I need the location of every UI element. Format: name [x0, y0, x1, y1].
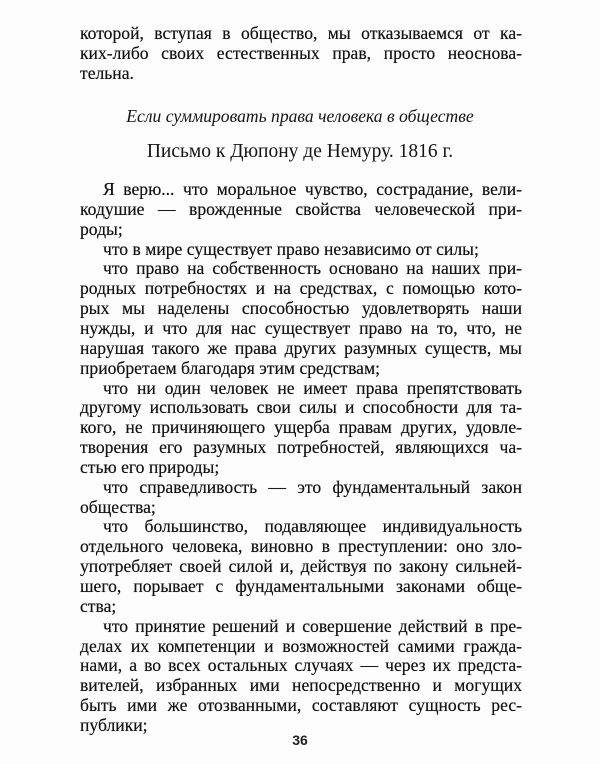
body-line: приобретаем благодаря этим средствам;	[80, 357, 380, 378]
body-line: творения его разумных потребностей, являющихся ча-	[80, 437, 522, 458]
body-line: что в мире существует право независимо от силы;	[103, 238, 479, 259]
body-line: кого, не причиняющего ущерба правам других, удовле-	[80, 417, 522, 438]
body-line: общества;	[80, 496, 156, 517]
body-line: нами, а во всех остальных случаях — через их предста-	[80, 655, 522, 676]
body-line: что большинство, подавляющее индивидуальность	[103, 516, 522, 537]
body-line: рых мы наделены способностью удовлетворять наши	[80, 298, 522, 319]
body-line: кодушие — врожденные свойства человеческой при-	[80, 198, 522, 219]
body-line: отдельного человека, виновно в преступлении: оно зло-	[80, 536, 522, 557]
body-line: нарушая такого же права других разумных существ, мы	[80, 337, 522, 358]
body-line: быть ими же отозванными, составляют сущность рес-	[80, 695, 522, 716]
body-line: что справедливость — это фундаментальный закон	[103, 476, 522, 497]
intro-line: ких-либо своих естественных прав, просто неоснова-	[80, 43, 522, 63]
body-line: стью его природы;	[80, 456, 220, 477]
page-number: 36	[292, 732, 308, 748]
body-line: роды;	[80, 218, 123, 239]
body-line: вителей, избранных ими непосредственно и могущих	[80, 675, 522, 696]
body-line: родных потребностях и на средствах, с помощью кото-	[80, 278, 522, 299]
body-line: что право на собственность основано на наших при-	[103, 258, 522, 279]
section-heading: Если суммировать права человека в обществе	[126, 106, 474, 126]
body-line: употребляет своей силой и, действуя по закону сильней-	[80, 556, 522, 577]
body-line: шего, порывает с фундаментальными законами обще-	[80, 576, 522, 596]
intro-line: тельна.	[80, 63, 134, 83]
body-line: ства;	[80, 595, 117, 616]
body-line: Я верю... что моральное чувство, сострадание, вели-	[103, 179, 522, 199]
letter-title: Письмо к Дюпону де Немуру. 1816 г.	[146, 141, 454, 162]
body-line: другому использовать свои силы и способности для та-	[80, 397, 522, 418]
intro-line: которой, вступая в общество, мы отказываемся от ка-	[80, 23, 522, 43]
body-line: публики;	[80, 714, 148, 735]
body-line: что принятие решений и совершение действий в пре-	[103, 615, 522, 636]
body-line: делах их компетенции и возможностей самими гражда-	[80, 635, 522, 656]
body-line: что ни один человек не имеет права препятствовать	[103, 377, 522, 398]
body-line: нужды, и что для нас существует право на то, что, не	[80, 317, 522, 338]
